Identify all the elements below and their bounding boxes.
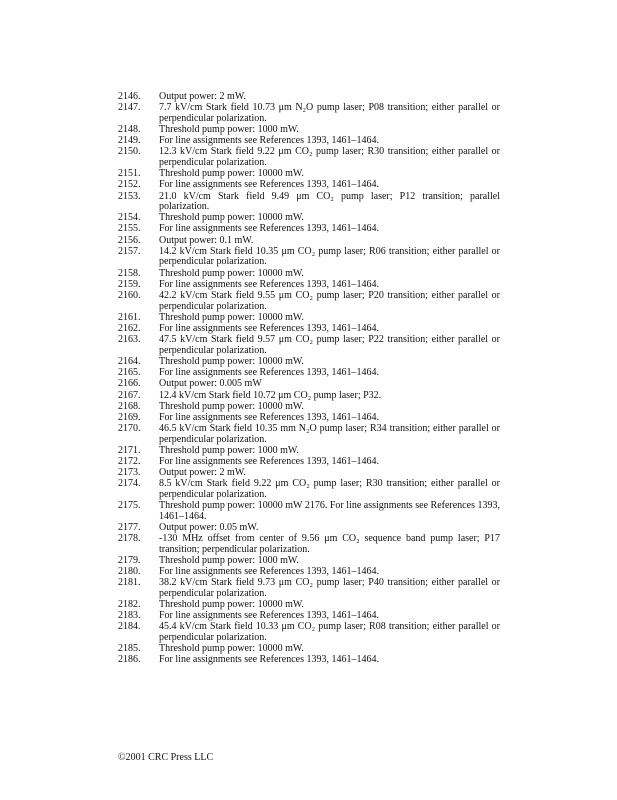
footnote-text: Threshold pump power: 1000 mW. bbox=[159, 444, 299, 456]
footnote-number: 2152. bbox=[118, 179, 141, 191]
footnote-item bbox=[118, 291, 500, 312]
footnote-item bbox=[118, 424, 500, 445]
footnote-item bbox=[118, 501, 500, 522]
footnote-item bbox=[118, 468, 500, 479]
footnote-text: 8.5 kV/cm Stark field 9.22 μm CO₂ pump laser; R30 transition; either parallel or perpendicular polarization. bbox=[159, 478, 500, 500]
footnote-text: Output power: 0.005 mW bbox=[159, 378, 262, 390]
footnote-number: 2170. bbox=[118, 423, 141, 435]
footnote-number: 2159. bbox=[118, 278, 141, 290]
footnote-text: Output power: 2 mW. bbox=[159, 467, 246, 479]
footnote-text: For line assignments see References 1393, 1461–1464. bbox=[159, 179, 379, 191]
footnote-text: 12.4 kV/cm Stark field 10.72 μm CO₂ pump laser; P32. bbox=[159, 389, 382, 401]
footnote-number: 2171. bbox=[118, 444, 141, 456]
footnote-text: 42.2 kV/cm Stark field 9.55 μm CO₂ pump laser; P20 transition; either parallel or perpendicular polarization. bbox=[159, 290, 500, 312]
footnote-item bbox=[118, 556, 500, 567]
footnote-item bbox=[118, 578, 500, 599]
footnote-number: 2183. bbox=[118, 610, 141, 622]
footnote-item bbox=[118, 600, 500, 611]
footnote-item bbox=[118, 125, 500, 136]
footnote-item bbox=[118, 335, 500, 356]
footnote-number: 2165. bbox=[118, 367, 141, 379]
footnote-text: For line assignments see References 1393, 1461–1464. bbox=[159, 411, 379, 423]
footnote-number: 2180. bbox=[118, 566, 141, 578]
footnote-item bbox=[118, 357, 500, 368]
footnote-text: -130 MHz offset from center of 9.56 μm CO₂ sequence band pump laser; P17 transition; perpendicular polarization. bbox=[159, 533, 500, 555]
footnote-text: Output power: 2 mW. bbox=[159, 91, 246, 102]
footnote-number: 2173. bbox=[118, 467, 141, 479]
footnote-item bbox=[118, 269, 500, 280]
footnote-item bbox=[118, 655, 500, 666]
footnote-number: 2146. bbox=[118, 91, 141, 102]
footnote-text: For line assignments see References 1393, 1461–1464. bbox=[159, 278, 379, 290]
footnote-number: 2154. bbox=[118, 212, 141, 224]
footnote-text: 7.7 kV/cm Stark field 10.73 μm N₂O pump laser; P08 transition; either parallel or perpendicular polarization. bbox=[159, 102, 500, 124]
footnote-number: 2157. bbox=[118, 245, 141, 257]
footnote-item bbox=[118, 446, 500, 457]
footnote-item bbox=[118, 534, 500, 555]
footnote-text: For line assignments see References 1393, 1461–1464. bbox=[159, 456, 379, 468]
footnote-item bbox=[118, 192, 500, 213]
footnote-number: 2168. bbox=[118, 400, 141, 412]
footnote-number: 2166. bbox=[118, 378, 141, 390]
footnote-item bbox=[118, 523, 500, 534]
footnote-text: Threshold pump power: 10000 mW. bbox=[159, 212, 304, 224]
footnote-text: For line assignments see References 1393, 1461–1464. bbox=[159, 566, 379, 578]
footnote-number: 2175. bbox=[118, 500, 141, 512]
footnote-number: 2184. bbox=[118, 621, 141, 633]
footnote-item bbox=[118, 479, 500, 500]
footnote-text: Threshold pump power: 10000 mW 2176. For line assignments see References 1393, 1461–1464. bbox=[159, 500, 500, 522]
footnote-text: Threshold pump power: 10000 mW. bbox=[159, 643, 304, 655]
footnote-number: 2174. bbox=[118, 478, 141, 490]
footnote-item bbox=[118, 247, 500, 268]
footnote-number: 2178. bbox=[118, 533, 141, 545]
footnote-item bbox=[118, 280, 500, 291]
footnote-text: 21.0 kV/cm Stark field 9.49 μm CO₂ pump laser; P12 transition; parallel polarization. bbox=[159, 190, 500, 213]
footnote-list bbox=[118, 92, 500, 667]
footnote-number: 2186. bbox=[118, 654, 141, 666]
footnote-text: 46.5 kV/cm Stark field 10.35 mm N₂O pump laser; R34 transition; either parallel or perpendicular polarization. bbox=[159, 423, 500, 445]
footnote-text: 45.4 kV/cm Stark field 10.33 μm CO₂ pump laser; R08 transition; either parallel or perpendicular polarization. bbox=[159, 621, 500, 644]
footnote-item bbox=[118, 379, 500, 390]
footnote-item bbox=[118, 402, 500, 413]
footnote-text: Output power: 0.1 mW. bbox=[159, 234, 254, 246]
footnote-number: 2151. bbox=[118, 168, 141, 180]
footnote-number: 2172. bbox=[118, 456, 141, 468]
footnote-text: 47.5 kV/cm Stark field 9.57 μm CO₂ pump laser; P22 transition; either parallel or perpendicular polarization. bbox=[159, 334, 500, 356]
footnote-number: 2163. bbox=[118, 334, 141, 346]
footnote-text: 14.2 kV/cm Stark field 10.35 μm CO₂ pump laser; R06 transition; either parallel or perpendicular polarization. bbox=[159, 245, 500, 268]
footnote-text: 12.3 kV/cm Stark field 9.22 μm CO₂ pump laser; R30 transition; either parallel or perpendicular polarization. bbox=[159, 146, 500, 168]
footnote-number: 2181. bbox=[118, 577, 141, 589]
footnote-text: Output power: 0.05 mW. bbox=[159, 521, 259, 533]
footnote-number: 2179. bbox=[118, 554, 141, 566]
footnote-text: Threshold pump power: 10000 mW. bbox=[159, 168, 304, 180]
footnote-item bbox=[118, 324, 500, 335]
footnote-number: 2161. bbox=[118, 311, 141, 323]
copyright-footer: ©2001 CRC Press LLC bbox=[118, 752, 214, 763]
footnote-text: Threshold pump power: 10000 mW. bbox=[159, 599, 304, 611]
footnote-item bbox=[118, 313, 500, 324]
footnote-number: 2182. bbox=[118, 599, 141, 611]
footnote-item bbox=[118, 644, 500, 655]
footnote-item bbox=[118, 622, 500, 643]
footnote-text: For line assignments see References 1393, 1461–1464. bbox=[159, 223, 379, 235]
footnote-number: 2149. bbox=[118, 135, 141, 147]
footnote-text: 38.2 kV/cm Stark field 9.73 μm CO₂ pump laser; P40 transition; either parallel or perpendicular polarization. bbox=[159, 577, 500, 599]
footnote-item bbox=[118, 224, 500, 235]
footnote-number: 2156. bbox=[118, 234, 141, 246]
footnote-text: Threshold pump power: 10000 mW. bbox=[159, 355, 304, 367]
footnote-number: 2153. bbox=[118, 190, 141, 202]
footnote-number: 2177. bbox=[118, 521, 141, 533]
footnote-number: 2147. bbox=[118, 102, 141, 114]
footnote-text: Threshold pump power: 10000 mW. bbox=[159, 267, 304, 279]
footnote-number: 2150. bbox=[118, 146, 141, 158]
footnote-number: 2158. bbox=[118, 267, 141, 279]
footnote-number: 2160. bbox=[118, 290, 141, 301]
footnote-text: For line assignments see References 1393, 1461–1464. bbox=[159, 610, 379, 622]
footnote-text: For line assignments see References 1393, 1461–1464. bbox=[159, 135, 379, 147]
footnote-text: For line assignments see References 1393, 1461–1464. bbox=[159, 322, 379, 334]
footnote-number: 2155. bbox=[118, 223, 141, 235]
footnote-item bbox=[118, 136, 500, 147]
footnote-text: Threshold pump power: 10000 mW. bbox=[159, 311, 304, 323]
footnote-item bbox=[118, 611, 500, 622]
footnote-item bbox=[118, 213, 500, 224]
footnote-number: 2164. bbox=[118, 355, 141, 367]
footnote-item bbox=[118, 103, 500, 124]
footnote-item bbox=[118, 391, 500, 402]
footnote-text: For line assignments see References 1393, 1461–1464. bbox=[159, 367, 379, 379]
footnote-item bbox=[118, 368, 500, 379]
footnote-item bbox=[118, 413, 500, 424]
footnote-number: 2169. bbox=[118, 411, 141, 423]
footnote-item bbox=[118, 236, 500, 247]
footnote-text: Threshold pump power: 10000 mW. bbox=[159, 400, 304, 412]
footnote-number: 2148. bbox=[118, 123, 141, 135]
footnote-text: Threshold pump power: 1000 mW. bbox=[159, 554, 299, 566]
footnote-item bbox=[118, 180, 500, 191]
footnote-number: 2162. bbox=[118, 322, 141, 334]
footnote-item bbox=[118, 567, 500, 578]
footnote-item bbox=[118, 92, 500, 103]
footnote-text: For line assignments see References 1393, 1461–1464. bbox=[159, 654, 379, 666]
footnote-number: 2167. bbox=[118, 389, 141, 401]
footnote-number: 2185. bbox=[118, 643, 141, 655]
footnote-text: Threshold pump power: 1000 mW. bbox=[159, 123, 299, 135]
footnote-item bbox=[118, 147, 500, 168]
footnote-item bbox=[118, 457, 500, 468]
footnote-item bbox=[118, 169, 500, 180]
